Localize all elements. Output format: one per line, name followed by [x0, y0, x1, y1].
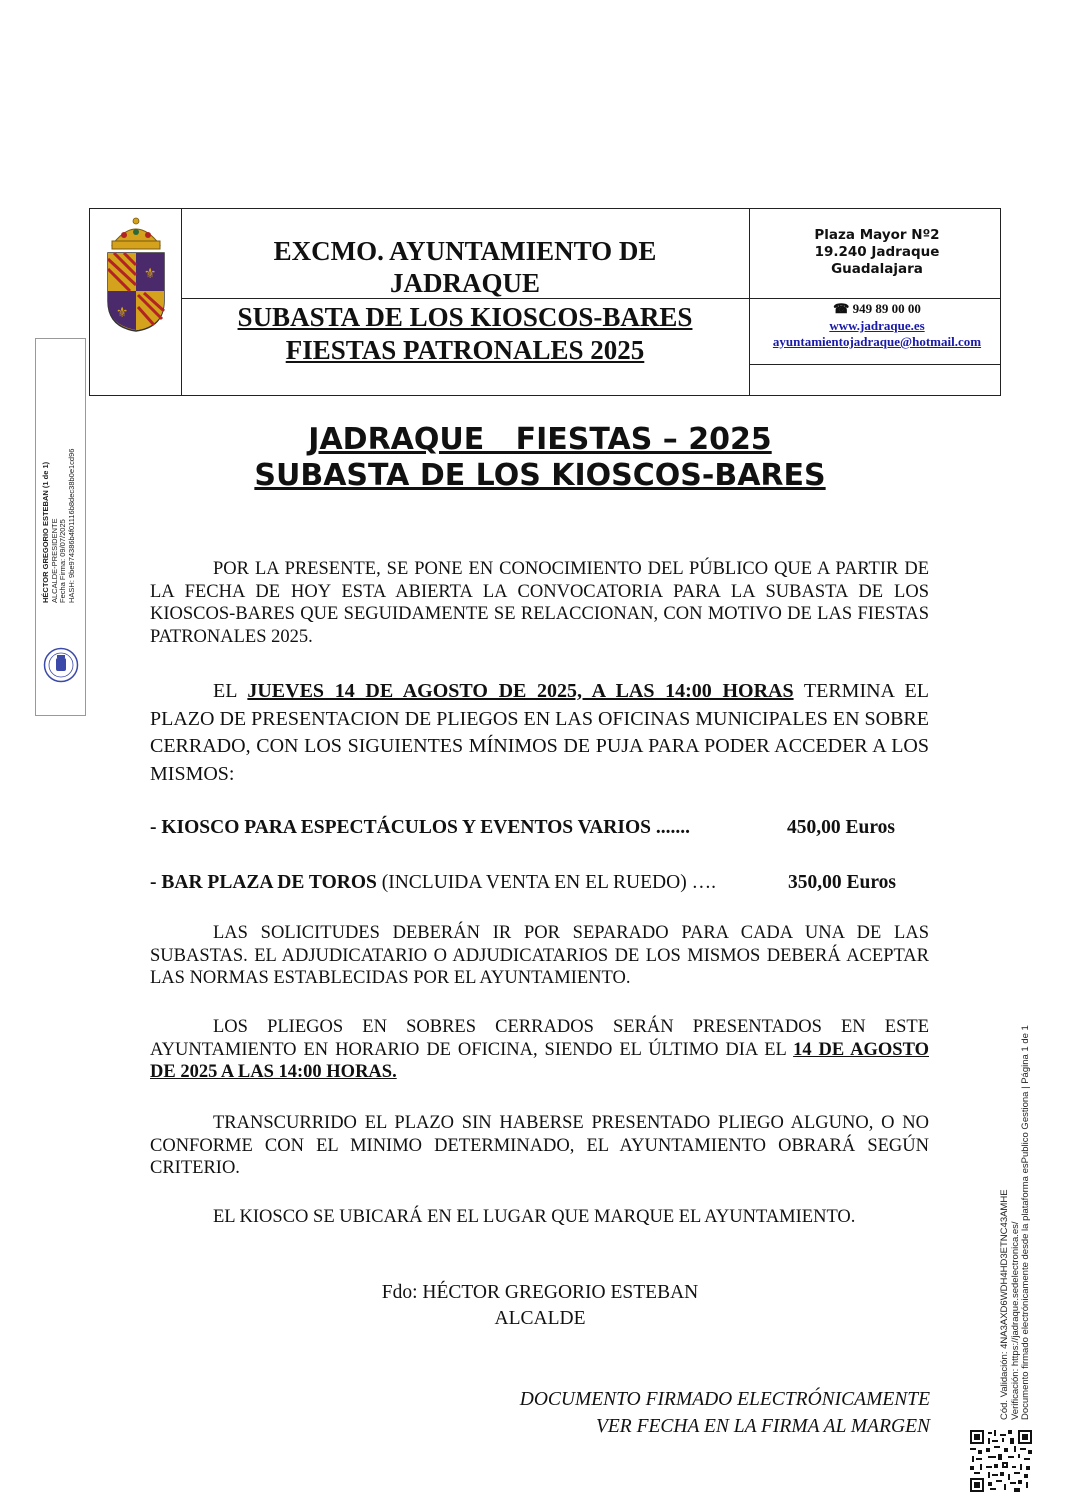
signature-block: [340, 1280, 740, 1331]
verification-margin: [1000, 980, 1040, 1420]
address-block: Plaza Mayor Nº2 19.240 Jadraque Guadalajara: [814, 227, 940, 277]
submission-date: 14 DE AGOSTO DE 2025 A LAS 14:00 HORAS.: [150, 1039, 929, 1082]
item-bar-toros: [150, 872, 896, 894]
validation-code: Cód. Validación: 4NA3AXD6WDH4HD3ETNC43AMHE: [999, 1189, 1010, 1420]
verification-url[interactable]: Verificación: https://jadraque.sedelectronica.es/: [1009, 1221, 1021, 1420]
qr-code-icon: [970, 1430, 1032, 1492]
signer-name: Fdo: HÉCTOR GREGORIO ESTEBAN: [381, 1282, 699, 1303]
item-kiosco-price: 450,00 Euros: [787, 817, 895, 838]
paragraph-no-bids: TRANSCURRIDO EL PLAZO SIN HABERSE PRESENTADO PLIEGO ALGUNO, O NO CONFORME CON EL MINIMO DETERMINADO, EL AYUNTAMIENTO OBRARÁ SEGÚN CRITERIO.: [150, 1113, 929, 1178]
municipal-seal-icon: [43, 647, 79, 683]
website-link[interactable]: www.jadraque.es: [829, 317, 925, 333]
paragraph-requirements: LAS SOLICITUDES DEBERÁN IR POR SEPARADO PARA CADA UNA DE LAS SUBASTAS. EL ADJUDICATARIO O ADJUDICATARIOS DE LOS MISMOS DEBERÁ ACEPTAR LAS NORMAS ESTABLECIDAS POR EL AYUNTAMIENTO.: [150, 923, 929, 988]
deadline-date: JUEVES 14 DE AGOSTO DE 2025, A LAS 14:00 HORAS: [247, 680, 794, 702]
email-link[interactable]: ayuntamientojadraque@hotmail.com: [772, 334, 982, 349]
item-bar-note: (INCLUIDA VENTA EN EL RUEDO) ….: [376, 872, 716, 893]
item-bar-label: - BAR PLAZA DE TOROS: [150, 872, 377, 893]
signer-title: ALCALDE: [494, 1307, 586, 1329]
entity-name: EXCMO. AYUNTAMIENTO DE JADRAQUE: [273, 236, 657, 298]
paragraph-deadline: EL JUEVES 14 DE AGOSTO DE 2025, A LAS 14:00 HORAS TERMINA EL PLAZO DE PRESENTACION DE PLIEGOS EN LAS OFICINAS MUNICIPALES EN SOBRE CERRADO, CON LOS SIGUIENTES MÍNIMOS DE PUJA PARA PODER ACCEDER A LOS MISMOS:: [150, 680, 929, 785]
contact-block: [752, 301, 1002, 351]
paragraph-submission: LOS PLIEGOS EN SOBRES CERRADOS SERÁN PRESENTADOS EN ESTE AYUNTAMIENTO EN HORARIO DE OFICINA, SIENDO EL ÚLTIMO DIA EL 14 DE AGOSTO DE 2025 A LAS 14:00 HORAS.: [150, 1017, 929, 1082]
stamp-hash: HASH: 9be974386b4f01116b8dec38b0e1cd96: [66, 448, 76, 603]
item-bar-price: 350,00 Euros: [788, 872, 896, 893]
item-kiosco-label: - KIOSCO PARA ESPECTÁCULOS Y EVENTOS VARIOS .......: [150, 817, 690, 838]
electronic-signature-note: DOCUMENTO FIRMADO ELECTRÓNICAMENTE VER FECHA EN LA FIRMA AL MARGEN: [519, 1389, 930, 1437]
signature-stamp: [35, 338, 86, 716]
stamp-signer: HÉCTOR GREGORIO ESTEBAN (1 de 1): [41, 461, 50, 603]
svg-text:⚜: ⚜: [115, 305, 129, 321]
paragraph-announcement: POR LA PRESENTE, SE PONE EN CONOCIMIENTO DEL PÚBLICO QUE A PARTIR DE LA FECHA DE HOY ESTA ABIERTA LA CONVOCATORIA PARA LA SUBASTA DE LOS KIOSCOS-BARES QUE SEGUIDAMENTE SE RELACCIONAN, CON MOTIVO DE LAS FIESTAS PATRONALES 2025.: [150, 559, 929, 647]
coat-of-arms-logo: [104, 215, 168, 333]
paragraph-location: EL KIOSCO SE UBICARÁ EN EL LUGAR QUE MARQUE EL AYUNTAMIENTO.: [213, 1207, 856, 1227]
item-kiosco: [150, 817, 895, 839]
stamp-date: Fecha Firma: 09/07/2025: [58, 519, 67, 603]
platform-note: Documento firmado electrónicamente desde la plataforma esPublico Gestiona | Página 1 de 1: [1020, 1025, 1031, 1420]
phone-number: ☎ 949 89 00 00: [833, 301, 921, 316]
stamp-role: ALCALDE-PRESIDENTE: [49, 518, 59, 603]
svg-text:⚜: ⚜: [143, 266, 157, 282]
header-table: [89, 208, 1001, 396]
document-title: JADRAQUE FIESTAS – 2025 SUBASTA DE LOS KIOSCOS-BARES: [254, 422, 826, 493]
auction-subtitle: SUBASTA DE LOS KIOSCOS-BARES FIESTAS PATRONALES 2025: [237, 302, 693, 365]
